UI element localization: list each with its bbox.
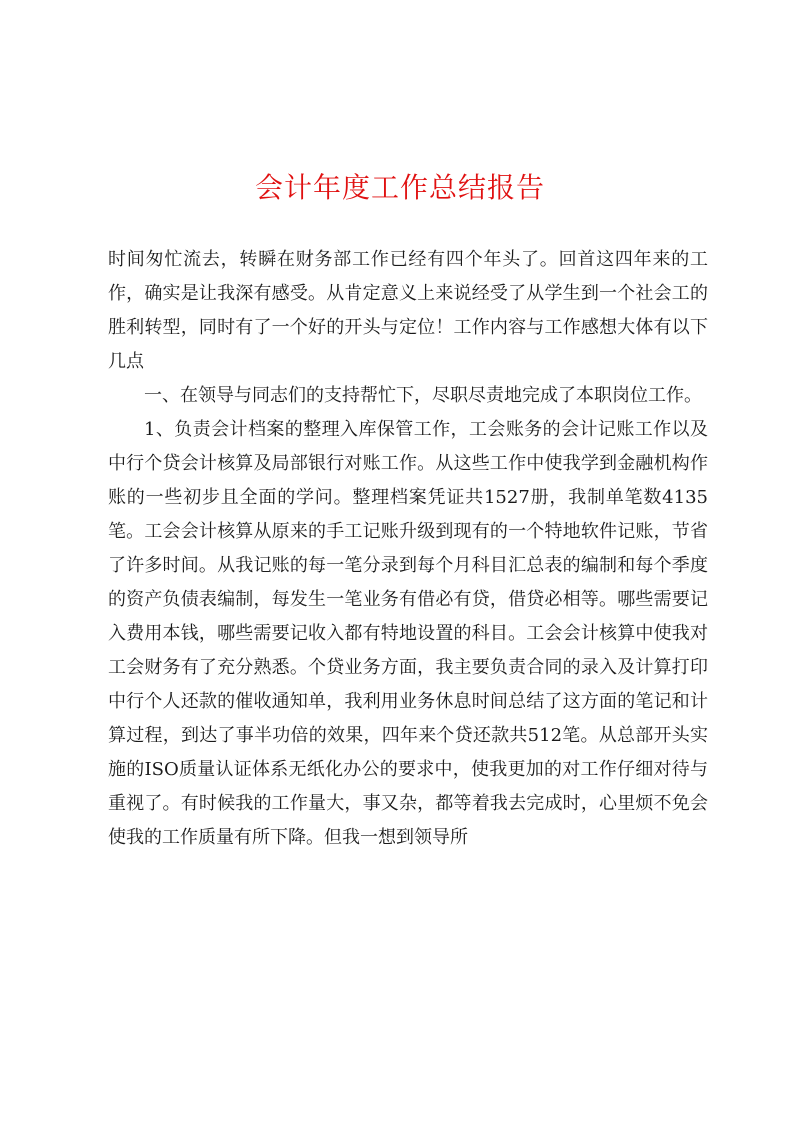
paragraph-item-1: 1、负责会计档案的整理入库保管工作，工会账务的会计记账工作以及中行个贷会计核算及局部银行对账工作。从这些工作中使我学到金融机构作账的一些初步且全面的学问。整理档案凭证共1527册，我制单笔数4135笔。工会会计核算从原来的手工记账升级到现有的一个特地软件记账，节省了许多时间。从我记账的每一笔分录到每个月科目汇总表的编制和每个季度的资产负债表编制，每发生一笔业务有借必有贷，借贷必相等。哪些需要记入费用本钱，哪些需要记收入都有特地设置的科目。工会会计核算中使我对工会财务有了充分熟悉。个贷业务方面，我主要负责合同的录入及计算打印中行个人还款的催收通知单，我利用业务休息时间总结了这方面的笔记和计算过程，到达了事半功倍的效果，四年来个贷还款共512笔。从总部开头实施的ISO质量认证体系无纸化办公的要求中，使我更加的对工作仔细对待与重视了。有时候我的工作量大，事又杂，都等着我去完成时，心里烦不免会使我的工作质量有所下降。但我一想到领导所: [108, 419, 708, 848]
paragraph-section-heading: 一、在领导与同志们的支持帮忙下，尽职尽责地完成了本职岗位工作。: [144, 385, 702, 406]
document-title: 会计年度工作总结报告: [254, 171, 545, 204]
paragraph-intro: 时间匆忙流去，转瞬在财务部工作已经有四个年头了。回首这四年来的工作，确实是让我深有感受。从肯定意义上来说经受了从学生到一个社会工的胜利转型，同时有了一个好的开头与定位！工作内容与工作感想大体有以下几点: [108, 249, 708, 372]
document-body: [108, 243, 708, 855]
